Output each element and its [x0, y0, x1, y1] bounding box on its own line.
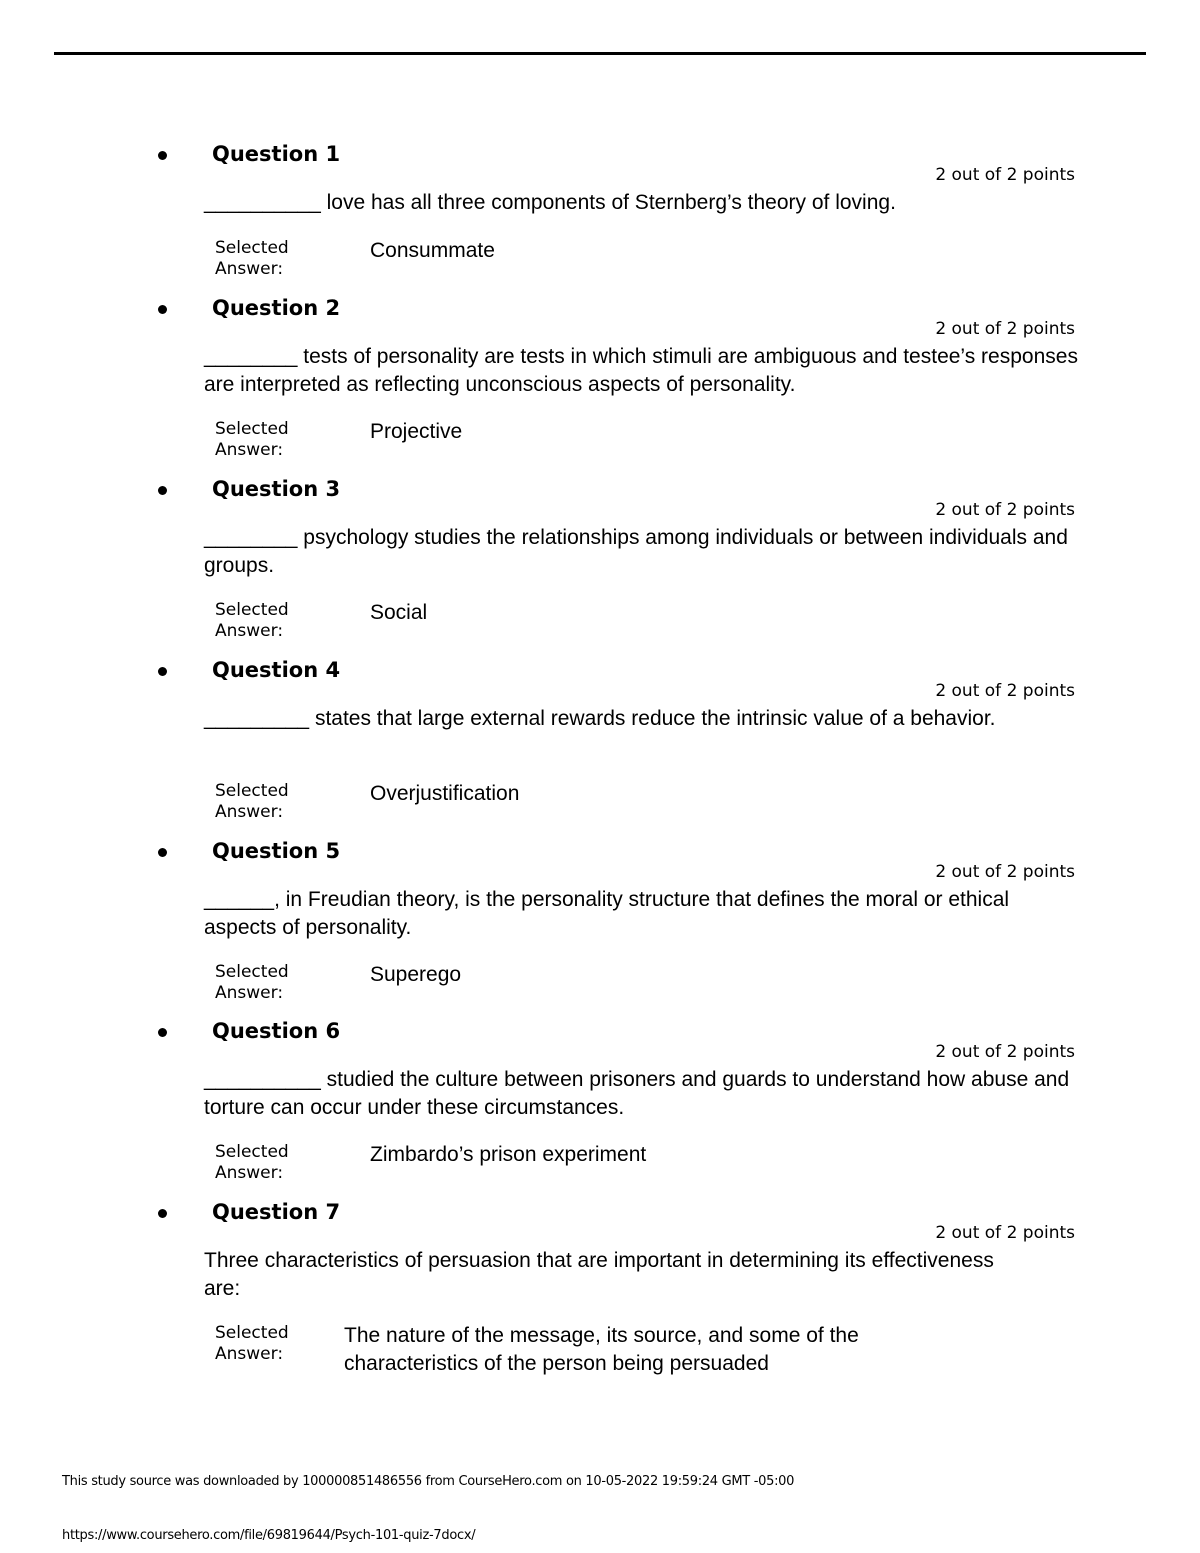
selected-answer-label	[215, 781, 325, 823]
bullet-icon	[158, 667, 167, 676]
question-text: __________ love has all three components of Sternberg’s theory of loving.	[204, 191, 896, 214]
selected-answer-value: Consummate	[370, 239, 495, 262]
answer-label: Answer:	[215, 440, 284, 460]
selected-label: Selected	[215, 1142, 289, 1162]
answer-label: Answer:	[215, 1163, 284, 1183]
answer-label: Answer:	[215, 621, 284, 641]
bullet-icon	[158, 1209, 167, 1218]
selected-label: Selected	[215, 1323, 289, 1343]
selected-label: Selected	[215, 962, 289, 982]
selected-answer-value: Overjustification	[370, 782, 520, 805]
top-divider	[54, 52, 1146, 55]
bullet-icon	[158, 305, 167, 314]
selected-answer-value: Superego	[370, 963, 462, 986]
answer-label: Answer:	[215, 1344, 284, 1364]
answer-label: Answer:	[215, 802, 284, 822]
bullet-icon	[158, 1028, 167, 1037]
question-text: _________ states that large external rewards reduce the intrinsic value of a behavior.	[204, 707, 996, 730]
question-title: Question 4	[212, 658, 341, 682]
footer-url[interactable]: https://www.coursehero.com/file/69819644/Psych-101-quiz-7docx/	[62, 1528, 476, 1543]
bullet-icon	[158, 486, 167, 495]
selected-answer-value: Projective	[370, 420, 463, 443]
selected-answer-label	[215, 1142, 325, 1184]
question-text: Three characteristics of persuasion that are important in determining its effectiveness are:	[204, 1249, 994, 1300]
bullet-icon	[158, 848, 167, 857]
question-title: Question 7	[212, 1200, 341, 1224]
selected-answer-value: Zimbardo’s prison experiment	[370, 1143, 647, 1166]
selected-answer-value: The nature of the message, its source, and some of the characteristics of the person being persuaded	[344, 1324, 859, 1375]
question-title: Question 2	[212, 296, 341, 320]
selected-label: Selected	[215, 419, 289, 439]
selected-answer-label	[215, 238, 325, 280]
question-points: 2 out of 2 points	[935, 1042, 1075, 1062]
selected-answer-value: Social	[370, 601, 428, 624]
question-points: 2 out of 2 points	[935, 681, 1075, 701]
footer-source-line: This study source was downloaded by 100000851486556 from CourseHero.com on 10-05-2022 19:59:24 GMT -05:00	[62, 1474, 795, 1489]
question-title: Question 1	[212, 142, 341, 166]
question-points: 2 out of 2 points	[935, 319, 1075, 339]
selected-answer-label	[215, 962, 325, 1004]
selected-label: Selected	[215, 600, 289, 620]
question-text: ________ psychology studies the relationships among individuals or between individuals and groups.	[204, 526, 1068, 577]
question-text: __________ studied the culture between prisoners and guards to understand how abuse and torture can occur under these circumstances.	[204, 1068, 1070, 1119]
question-points: 2 out of 2 points	[935, 500, 1075, 520]
bullet-icon	[158, 151, 167, 160]
answer-label: Answer:	[215, 259, 284, 279]
question-points: 2 out of 2 points	[935, 1223, 1075, 1243]
selected-answer-label	[215, 419, 325, 461]
question-title: Question 3	[212, 477, 341, 501]
question-title: Question 5	[212, 839, 341, 863]
question-text: ______, in Freudian theory, is the personality structure that defines the moral or ethical aspects of personality.	[204, 888, 1010, 939]
answer-label: Answer:	[215, 983, 284, 1003]
question-text: ________ tests of personality are tests in which stimuli are ambiguous and testee’s responses are interpreted as reflecting unconscious aspects of personality.	[204, 345, 1078, 396]
selected-answer-label	[215, 600, 325, 642]
question-title: Question 6	[212, 1019, 341, 1043]
selected-label: Selected	[215, 781, 289, 801]
selected-answer-label	[215, 1323, 325, 1365]
question-points: 2 out of 2 points	[935, 862, 1075, 882]
question-points: 2 out of 2 points	[935, 165, 1075, 185]
selected-label: Selected	[215, 238, 289, 258]
